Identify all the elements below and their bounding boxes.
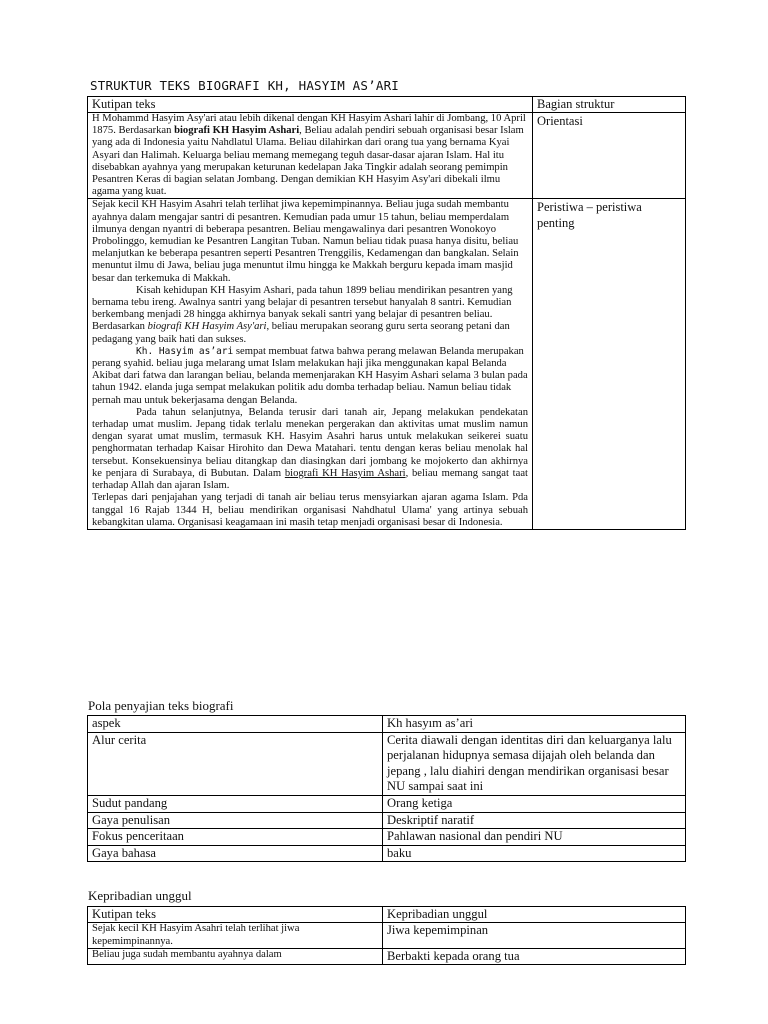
italic-text: biografi KH Hasyim Asy'ari (147, 321, 267, 333)
table-header-row (88, 97, 686, 113)
table-row (88, 949, 686, 965)
table-header-row (88, 907, 686, 923)
text: , Beliau adalah pendiri sebuah organisasi besar Islam yang ada di Indonesia yaitu Nahdlatul Ulama. Beliau dilahirkan dari orang tua yang bernama Kyai Asyari dan Halimah. Keluarga beliau memang memegang teguh dasar-dasar ajaran Islam. Hal itu disebabkan ayahnya yang merupakan keturunan kedelapan Jaka Tingkir adalah seorang pemimpin Pesantren Keras di bagian selatan Jombang. Dengan demikian KH Hasyim Asy'ari dibekali ilmu agama yang kuat. (92, 125, 524, 198)
bold-text: biografi KH Hasyim Ashari (174, 125, 300, 137)
kepribadian-table (87, 906, 686, 965)
aspek-cell: Gaya penulisan (88, 812, 383, 829)
text: H Mohammd Hasyim Asy'ari atau lebih dikenal dengan KH Hasyim Ashari lahir di Jombang, 10 April 1875. Berdasarkan (92, 113, 526, 137)
document-title: STRUKTUR TEKS BIOGRAFI KH, HASYIM AS’ARI (90, 78, 400, 93)
value-cell: baku (383, 845, 686, 862)
header-aspek: aspek (88, 716, 383, 733)
mono-text: Kh. Hasyim as’ari (136, 345, 234, 357)
table-row (88, 795, 686, 812)
value-cell: Cerita diawali dengan identitas diri dan keluarganya lalu perjalanan hidupnya semasa dijajah oleh belanda dan jepang , lalu diahiri dengan mendirikan organisasi besar NU sampai saat ini (383, 732, 686, 795)
text: , beliau memang sangat taat terhadap Allah dan ajaran Islam. (92, 467, 528, 492)
table-row (88, 812, 686, 829)
text: Pada tahun selanjutnya, Belanda terusir dari tanah air, Jepang melakukan pendekatan terhadap umat muslim. Jepang tidak terlalu menekan pergerakan dan aktivitas umat muslim namun dengan syarat umat muslim, termasuk KH. Hasyim Asahri harus untuk melakukan seikerei suatu penghormatan terhadap Kaisar Hirohito dan Dewa Matahari. tentu dengan keras beliau menolak hal tersebut. Konsekuensinya beliau ditangkap dan diasingkan dari jombang ke mojokerto dan akhirnya ke penjara di Surabaya, di Bubutan. Dalam (92, 406, 528, 479)
header-kutipan: Kutipan teks (88, 97, 533, 113)
value-cell: Berbakti kepada orang tua (383, 949, 686, 965)
biography-link[interactable]: biografi KH Hasyim Ashari (284, 467, 406, 479)
aspek-cell: Alur cerita (88, 732, 383, 795)
pola-penyajian-table (87, 715, 686, 862)
header-kutipan: Kutipan teks (88, 907, 383, 923)
table-row (88, 732, 686, 795)
header-kepribadian: Kepribadian unggul (383, 907, 686, 923)
paragraph: Kisah kehidupan KH Hasyim Ashari, pada tahun 1899 beliau mendirikan pesantren yang bernama tebu ireng. Awalnya santri yang belajar di pesantren tersebut hanyalah 8 santri. Kemudian berkembang menjadi 28 hingga akhirnya banyak sekali santri yang belajar di pesantren beliau. (92, 284, 513, 321)
value-cell: Deskriptif naratif (383, 812, 686, 829)
header-kh: Kh hasyım as’ari (383, 716, 686, 733)
label-peristiwa: Peristiwa – peristiwa penting (533, 199, 686, 529)
text: sempat membuat fatwa bahwa perang melawan Belanda merupakan perang syahid. beliau juga melarang umat Islam melakukan haji jika menggunakan kapal Belanda Akibat dari fatwa dan larangan beliau, belanda memenjarakan KH Hasyim Ashari selama 3 bulan pada tahun 1942. elanda juga sempat melakukan politik adu domba terhadap beliau. Namun beliau tidak pernah mau untuk bekerjasama dengan Belanda. (92, 345, 528, 406)
value-cell: Jiwa kepemimpinan (383, 923, 686, 949)
paragraph: Terlepas dari penjajahan yang terjadi di tanah air beliau terus mensyiarkan ajaran agama Islam. Pda tanggal 16 Rajab 1344 H, beliau mendirikan organisasi Nahdhatul Ulama' yang artinya sebuah kebangkitan ulama. Organisasi keagamaan ini masih tetap menjadi organisasi besar di Indonesia. (92, 492, 528, 528)
table-row (88, 923, 686, 949)
table-row (88, 113, 686, 199)
table-header-row (88, 716, 686, 733)
kutipan-cell: Beliau juga sudah membantu ayahnya dalam (88, 949, 383, 965)
text: Berdasarkan (92, 321, 148, 333)
aspek-cell: Gaya bahasa (88, 845, 383, 862)
kutipan-cell: Sejak kecil KH Hasyim Asahri telah terlihat jiwa kepemimpinannya. (88, 923, 383, 949)
value-cell: Orang ketiga (383, 795, 686, 812)
section-heading-kepribadian: Kepribadian unggul (88, 888, 192, 903)
table-row (88, 845, 686, 862)
aspek-cell: Fokus penceritaan (88, 829, 383, 846)
paragraph: Sejak kecil KH Hasyim Asahri telah terlihat jiwa kepemimpinannya. Beliau juga sudah membantu ayahnya dalam mengajar santri di pesantren. Kemudian pada umur 15 tahun, beliau memperdalam ilmunya dengan nyantri di beberapa pesantren. Beliau mengawalinya dari pesantren Wonokoyo Probolinggo, kemudian ke Pesantren Langitan Tuban. Namun beliau tidak puasa hanya disitu, beliau melanjutkan ke beberapa pesantren seperti Pesantren Trenggilis, Kedamengan dan bangkalan. Selain menuntut ilmu di Jawa, beliau juga menuntut ilmu hingga ke Makkah berguru kepada imam masjid besar dan terkemuka di Makkah. (92, 199, 519, 284)
orientasi-text (88, 113, 533, 199)
table-row (88, 829, 686, 846)
biography-structure-table (87, 96, 686, 530)
header-bagian: Bagian struktur (533, 97, 686, 113)
peristiwa-text (88, 199, 533, 529)
text: , beliau merupakan seorang guru serta seorang petani dan pedagang yang baik hati dan sukses. (92, 321, 510, 345)
table-row (88, 199, 686, 529)
label-orientasi: Orientasi (533, 113, 686, 199)
value-cell: Pahlawan nasional dan pendiri NU (383, 829, 686, 846)
aspek-cell: Sudut pandang (88, 795, 383, 812)
section-heading-pola: Pola penyajian teks biografi (88, 698, 234, 713)
